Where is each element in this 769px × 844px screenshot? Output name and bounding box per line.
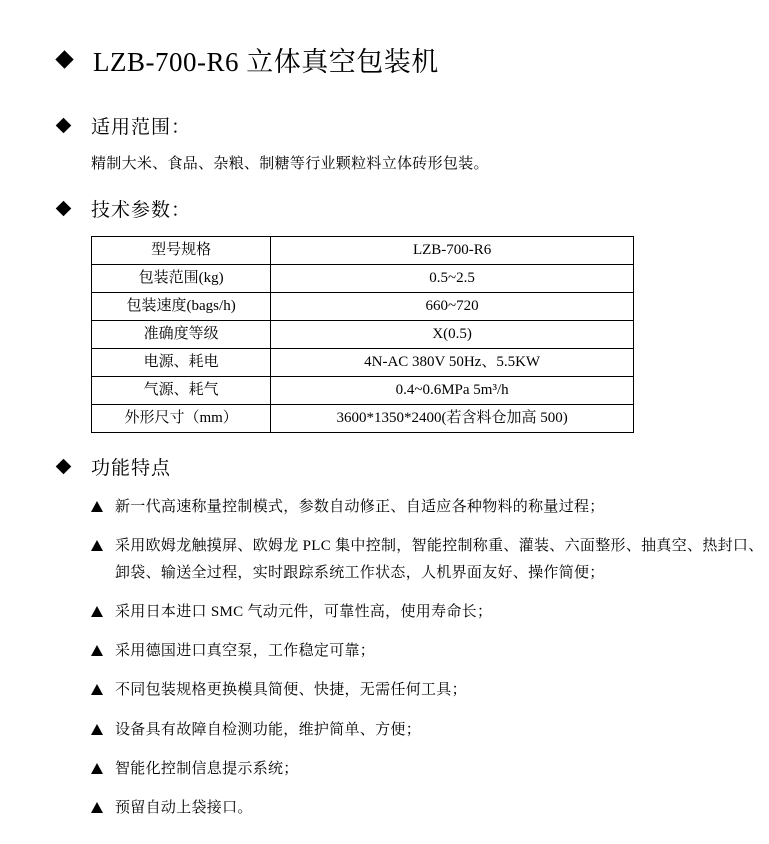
- table-row: [92, 237, 634, 265]
- triangle-bullet-icon: [91, 540, 103, 551]
- feature-text: 不同包装规格更换模具简便、快捷，无需任何工具；: [115, 682, 467, 699]
- table-row: [92, 377, 634, 405]
- table-cell-value: LZB-700-R6: [271, 237, 634, 265]
- feature-text: 采用日本进口 SMC 气动元件，可靠性高，使用寿命长；: [115, 603, 493, 620]
- table-cell-value: X(0.5): [271, 321, 634, 349]
- section-heading-params-label: 技术参数：: [91, 200, 192, 221]
- section-heading-scope: [58, 112, 769, 139]
- section-heading-features-label: 功能特点: [91, 458, 172, 479]
- list-item: [91, 717, 769, 743]
- diamond-bullet-icon: [56, 459, 72, 475]
- section-heading-features: [58, 453, 769, 480]
- table-cell-label: 包装范围(kg): [92, 265, 271, 293]
- feature-text: 设备具有故障自检测功能，维护简单、方便；: [115, 721, 422, 738]
- table-cell-label: 准确度等级: [92, 321, 271, 349]
- triangle-bullet-icon: [91, 645, 103, 656]
- feature-list: [0, 494, 769, 821]
- table-cell-label: 气源、耗气: [92, 377, 271, 405]
- table-cell-label: 电源、耗电: [92, 349, 271, 377]
- feature-text: 预留自动上袋接口。: [115, 800, 253, 816]
- list-item: [91, 795, 769, 821]
- table-cell-label: 外形尺寸（mm）: [92, 405, 271, 433]
- triangle-bullet-icon: [91, 684, 103, 695]
- document-page: [0, 40, 769, 844]
- section-heading-scope-label: 适用范围：: [91, 117, 192, 138]
- table-cell-value: 3600*1350*2400(若含料仓加高 500): [271, 405, 634, 433]
- scope-text: 精制大米、食品、杂粮、制糖等行业颗粒料立体砖形包装。: [91, 156, 489, 172]
- table-row: [92, 293, 634, 321]
- list-item: [91, 638, 769, 664]
- diamond-bullet-icon: [56, 118, 72, 134]
- list-item: [91, 494, 769, 520]
- table-row: [92, 349, 634, 377]
- table-cell-value: 660~720: [271, 293, 634, 321]
- table-cell-value: 4N-AC 380V 50Hz、5.5KW: [271, 349, 634, 377]
- table-row: [92, 405, 634, 433]
- feature-text: 新一代高速称量控制模式，参数自动修正、自适应各种物料的称量过程；: [115, 499, 605, 515]
- table-cell-value: 0.4~0.6MPa 5m³/h: [271, 377, 634, 405]
- diamond-bullet-icon: [55, 50, 73, 68]
- diamond-bullet-icon: [56, 201, 72, 217]
- table-row: [92, 321, 634, 349]
- feature-text: 智能化控制信息提示系统；: [115, 760, 299, 777]
- page-title-row: [58, 40, 769, 79]
- table-row: [92, 265, 634, 293]
- triangle-bullet-icon: [91, 763, 103, 774]
- spec-table: [91, 236, 634, 433]
- feature-text: 采用德国进口真空泵，工作稳定可靠；: [115, 643, 376, 659]
- list-item: [91, 599, 769, 625]
- table-cell-value: 0.5~2.5: [271, 265, 634, 293]
- list-item: [91, 533, 769, 586]
- page-title: LZB-700-R6 立体真空包装机: [93, 47, 439, 77]
- feature-text: 采用欧姆龙触摸屏、欧姆龙 PLC 集中控制，智能控制称重、灌装、六面整形、抽真空、热封口、卸袋、输送全过程，实时跟踪系统工作状态，人机界面友好、操作简便；: [115, 538, 764, 581]
- section-heading-params: [58, 195, 769, 222]
- list-item: [91, 677, 769, 703]
- table-cell-label: 包装速度(bags/h): [92, 293, 271, 321]
- triangle-bullet-icon: [91, 606, 103, 617]
- triangle-bullet-icon: [91, 501, 103, 512]
- list-item: [91, 756, 769, 782]
- table-cell-label: 型号规格: [92, 237, 271, 265]
- triangle-bullet-icon: [91, 724, 103, 735]
